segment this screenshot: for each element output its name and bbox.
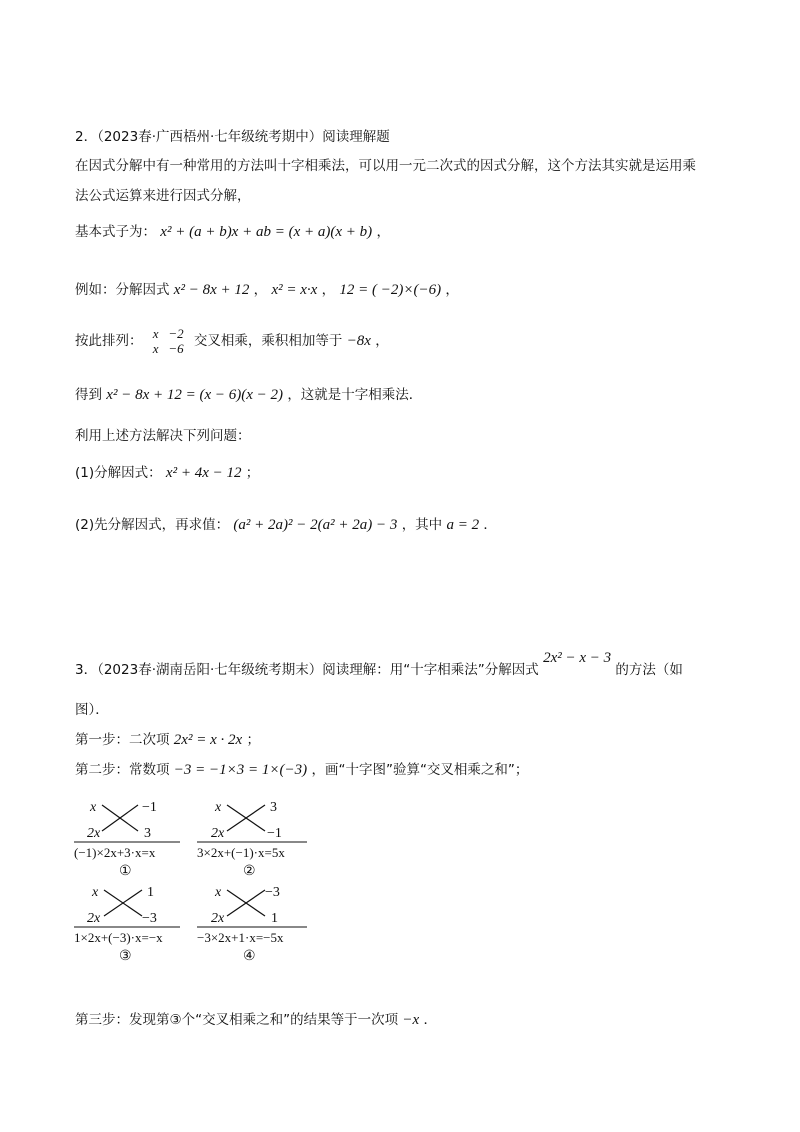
diagram-1-bottom-right: 3 bbox=[144, 826, 151, 841]
diagram-2-bottom-left: 2x bbox=[211, 826, 225, 841]
step-1-line: 第一步：二次项 2x² = x · 2x ； bbox=[75, 732, 260, 748]
diagram-3-top-left: x bbox=[92, 885, 99, 900]
question-2-line: (2)先分解因式，再求值： (a² + 2a)² − 2(a² + 2a) − 3 ，其中 a = 2 ． bbox=[75, 517, 497, 533]
diagram-1-bottom-left: 2x bbox=[87, 826, 101, 841]
diagram-3-bottom-right: −3 bbox=[142, 911, 157, 926]
example-line: 例如：分解因式 x² − 8x + 12 ， x² = x·x ， 12 = ( −2)×(−6) ， bbox=[75, 282, 459, 298]
diagram-4-top-left: x bbox=[215, 885, 222, 900]
problem-3-expression: 2x² − x − 3 bbox=[543, 650, 612, 666]
diagram-1-top-left: x bbox=[90, 800, 97, 815]
diagram-2-label: ② bbox=[243, 864, 256, 879]
diagram-2-sum: 3×2x+(−1)·x=5x bbox=[197, 845, 285, 860]
problem-2-intro-line-1: 在因式分解中有一种常用的方法叫十字相乘法，可以用一元二次式的因式分解，这个方法其实就是运用乘 bbox=[75, 158, 696, 174]
example-expression: x² − 8x + 12 bbox=[173, 282, 250, 298]
arrange-value: −8x bbox=[346, 333, 371, 349]
step-1-expression: 2x² = x · 2x bbox=[173, 732, 243, 748]
diagram-1-label: ① bbox=[119, 864, 132, 879]
result-line: 得到 x² − 8x + 12 = (x − 6)(x − 2) ，这就是十字相乘法． bbox=[75, 387, 423, 403]
step-3-expression: −x bbox=[402, 1012, 420, 1028]
arrange-line: 按此排列： x −2 x −6 交叉相乘，乘积相加等于 −8x ， bbox=[75, 326, 389, 356]
step-3-line: 第三步：发现第③个“交叉相乘之和”的结果等于一次项 −x ． bbox=[75, 1012, 437, 1028]
cross-diagram-3 bbox=[72, 880, 182, 965]
cross-diagram-2 bbox=[195, 795, 310, 880]
step-2-expression: −3 = −1×3 = 1×(−3) bbox=[173, 762, 308, 778]
diagram-3-sum: 1×2x+(−3)·x=−x bbox=[74, 930, 163, 945]
cross-diagram-1 bbox=[72, 795, 182, 880]
step-2-line: 第二步：常数项 −3 = −1×3 = 1×(−3) ，画“十字图”验算“交叉相乘之和”； bbox=[75, 762, 529, 778]
diagram-4-label: ④ bbox=[243, 949, 256, 964]
basic-formula-line: 基本式子为： x² + (a + b)x + ab = (x + a)(x + b) ， bbox=[75, 224, 390, 240]
arrange-grid: x −2 x −6 bbox=[152, 326, 184, 356]
diagram-3-bottom-left: 2x bbox=[87, 911, 101, 926]
diagram-4-bottom-right: 1 bbox=[271, 911, 278, 926]
example-x-squared: x² = x·x bbox=[271, 282, 318, 298]
diagram-2-top-right: 3 bbox=[270, 800, 277, 815]
diagram-2-bottom-right: −1 bbox=[267, 826, 282, 841]
problem-3-header: 3．（2023春·湖南岳阳·七年级统考期末）阅读理解：用“十字相乘法”分解因式 2x² − x − 3 的方法（如 bbox=[75, 650, 683, 678]
use-method-line: 利用上述方法解决下列问题： bbox=[75, 428, 251, 444]
diagram-4-sum: −3×2x+1·x=−5x bbox=[197, 930, 284, 945]
diagram-1-sum: (−1)×2x+3·x=x bbox=[74, 845, 156, 860]
question-2-expression: (a² + 2a)² − 2(a² + 2a) − 3 bbox=[233, 517, 398, 533]
cross-diagram-4 bbox=[195, 880, 310, 965]
problem-3-line-2: 图）． bbox=[75, 702, 109, 718]
diagram-3-label: ③ bbox=[119, 949, 132, 964]
diagram-2-top-left: x bbox=[215, 800, 222, 815]
problem-2-header: 2．（2023春·广西梧州·七年级统考期中）阅读理解题 bbox=[75, 129, 390, 145]
diagram-3-top-right: 1 bbox=[147, 885, 154, 900]
diagram-4-top-right: −3 bbox=[265, 885, 280, 900]
question-1-line: (1)分解因式： x² + 4x − 12 ； bbox=[75, 465, 260, 481]
example-twelve: 12 = ( −2)×(−6) bbox=[339, 282, 442, 298]
diagram-4-bottom-left: 2x bbox=[211, 911, 225, 926]
question-2-condition: a = 2 bbox=[446, 517, 480, 533]
basic-formula: x² + (a + b)x + ab = (x + a)(x + b) bbox=[160, 224, 373, 240]
result-expression: x² − 8x + 12 = (x − 6)(x − 2) bbox=[106, 387, 284, 403]
diagram-1-top-right: −1 bbox=[142, 800, 157, 815]
question-1-expression: x² + 4x − 12 bbox=[165, 465, 242, 481]
problem-2-intro-line-2: 法公式运算来进行因式分解， bbox=[75, 188, 251, 204]
